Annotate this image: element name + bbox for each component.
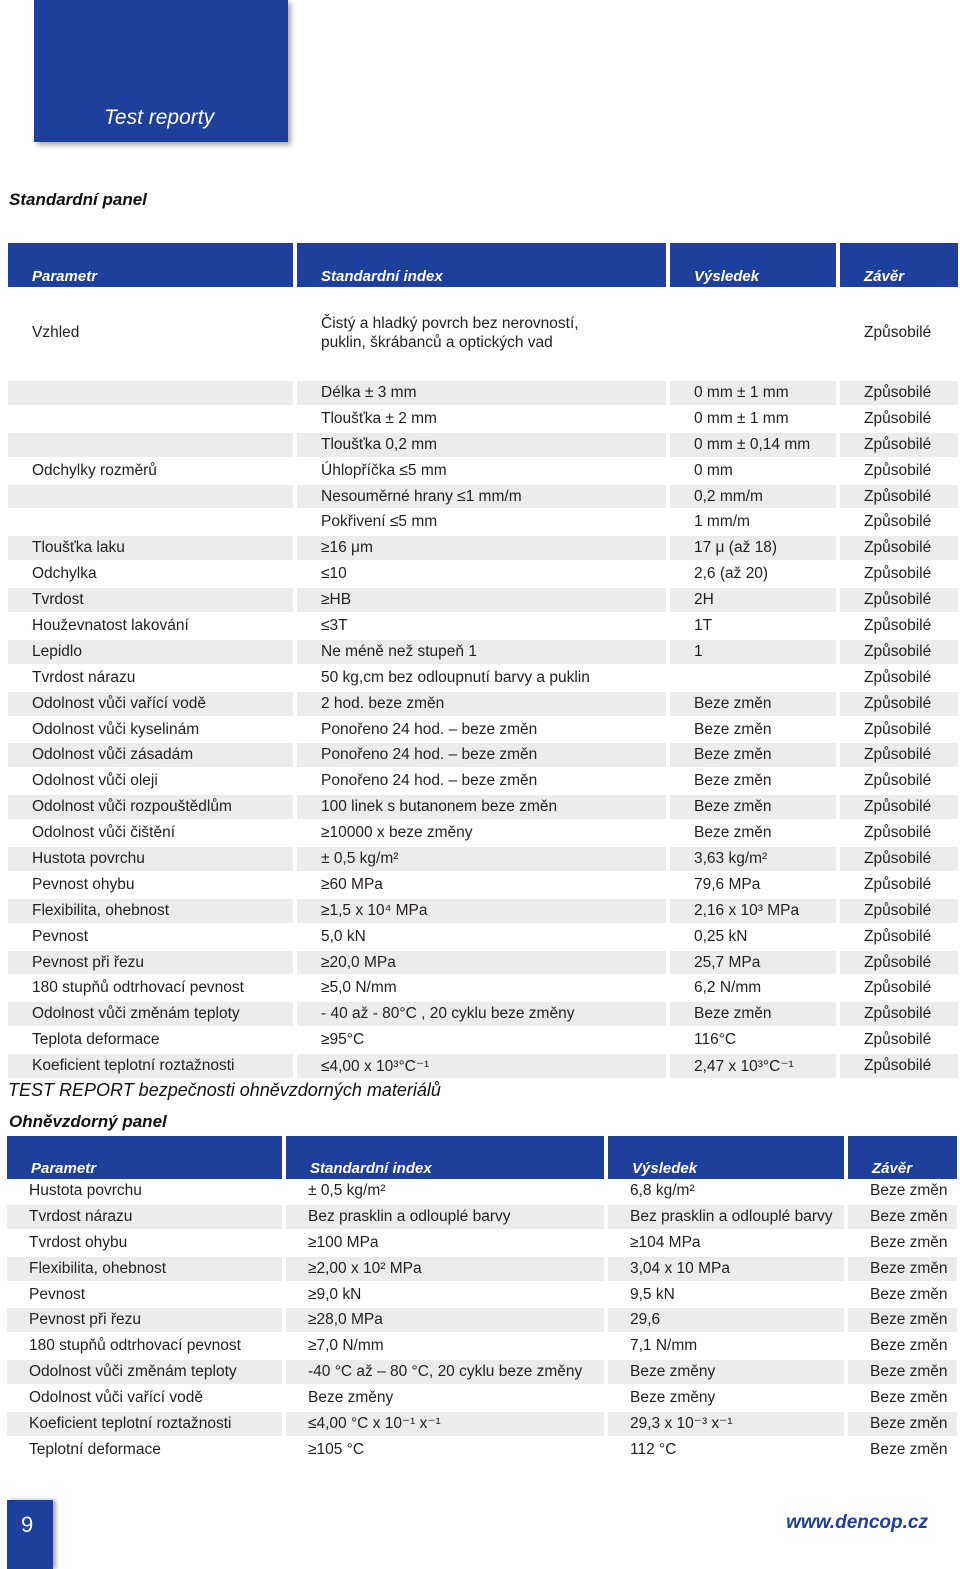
table-cell: 2H: [668, 587, 838, 613]
table-cell: Odchylky rozměrů: [8, 458, 295, 484]
table-row: [8, 794, 958, 820]
table-row: [8, 484, 958, 510]
column-header: Výsledek: [606, 1136, 846, 1179]
table-cell: Beze změn: [846, 1359, 957, 1385]
table-cell: 17 μ (až 18): [668, 535, 838, 561]
column-header: Parametr: [8, 243, 295, 287]
table-cell: Způsobilé: [838, 587, 958, 613]
fireproof-panel-table: [7, 1136, 957, 1464]
table-cell: Vzhled: [8, 287, 295, 380]
table-cell: Způsobilé: [838, 846, 958, 872]
table-cell: ≥7,0 N/mm: [284, 1333, 606, 1359]
table-cell: 112 °C: [606, 1437, 846, 1463]
page-number-box: [7, 1500, 53, 1569]
table-cell: ± 0,5 kg/m²: [295, 846, 668, 872]
fireproof-report-heading: TEST REPORT bezpečnosti ohněvzdorných materiálů: [8, 1080, 441, 1100]
table-cell: 7,1 N/mm: [606, 1333, 846, 1359]
table-cell: Způsobilé: [838, 509, 958, 535]
table-cell: 2,6 (až 20): [668, 561, 838, 587]
table-cell: 6,8 kg/m²: [606, 1179, 846, 1204]
table-cell: Odolnost vůči oleji: [8, 768, 295, 794]
table-cell: 6,2 N/mm: [668, 975, 838, 1001]
table-cell: Odolnost vůči vařící vodě: [7, 1385, 284, 1411]
table-cell: Pokřivení ≤5 mm: [295, 509, 668, 535]
table-row: [8, 406, 958, 432]
table-cell: Způsobilé: [838, 820, 958, 846]
table-row: [8, 691, 958, 717]
website-link[interactable]: www.dencop.cz: [786, 1512, 928, 1533]
table-row: [7, 1282, 957, 1308]
table-cell: ≥20,0 MPa: [295, 950, 668, 976]
table-cell: Způsobilé: [838, 432, 958, 458]
table-cell: Beze změny: [606, 1385, 846, 1411]
table-cell: ≥10000 x beze změny: [295, 820, 668, 846]
column-header: Závěr: [838, 243, 958, 287]
table-cell: Způsobilé: [838, 975, 958, 1001]
table-cell: Čistý a hladký povrch bez nerovností, puklin, škrábanců a optických vad: [295, 287, 668, 380]
table-cell: 3,63 kg/m²: [668, 846, 838, 872]
table-row: [8, 535, 958, 561]
table-cell: Teplotní deformace: [7, 1437, 284, 1463]
table-row: [7, 1385, 957, 1411]
table-cell: [8, 484, 295, 510]
table-cell: Odchylka: [8, 561, 295, 587]
table-row: [7, 1359, 957, 1385]
table-cell: ≥28,0 MPa: [284, 1307, 606, 1333]
table-row: [8, 950, 958, 976]
table-cell: 0,25 kN: [668, 924, 838, 950]
table-cell: Beze změn: [668, 768, 838, 794]
column-header: Standardní index: [295, 243, 668, 287]
table-row: [8, 665, 958, 691]
table-cell: Úhlopříčka ≤5 mm: [295, 458, 668, 484]
table-header-row: [7, 1136, 957, 1179]
column-header: Závěr: [846, 1136, 957, 1179]
table-row: [8, 432, 958, 458]
table-row: [7, 1437, 957, 1463]
table-cell: Pevnost při řezu: [7, 1307, 284, 1333]
table-cell: 180 stupňů odtrhovací pevnost: [8, 975, 295, 1001]
table-cell: 2 hod. beze změn: [295, 691, 668, 717]
table-cell: [8, 509, 295, 535]
table-cell: Beze změn: [846, 1385, 957, 1411]
table-row: [8, 1053, 958, 1079]
table-cell: Beze změn: [668, 717, 838, 743]
header-label: Test reporty: [104, 106, 215, 129]
table-cell: Ponořeno 24 hod. – beze změn: [295, 768, 668, 794]
table-cell: ≥95°C: [295, 1027, 668, 1053]
table-cell: Beze změn: [668, 691, 838, 717]
table-cell: Způsobilé: [838, 768, 958, 794]
table-cell: Beze změn: [846, 1230, 957, 1256]
table-cell: 1 mm/m: [668, 509, 838, 535]
table-cell: Beze změn: [668, 820, 838, 846]
table-cell: 79,6 MPa: [668, 872, 838, 898]
table-cell: 9,5 kN: [606, 1282, 846, 1308]
table-cell: ≥2,00 x 10² MPa: [284, 1256, 606, 1282]
table-cell: ≥16 μm: [295, 535, 668, 561]
table-cell: Beze změn: [846, 1282, 957, 1308]
standard-panel-table: [8, 243, 958, 1080]
table-cell: ≥105 °C: [284, 1437, 606, 1463]
table-row: [8, 561, 958, 587]
table-cell: Způsobilé: [838, 872, 958, 898]
table-cell: 0 mm ± 0,14 mm: [668, 432, 838, 458]
table-row: [7, 1179, 957, 1204]
section-title-fireproof: Ohněvzdorný panel: [9, 1112, 167, 1131]
table-cell: Tloušťka laku: [8, 535, 295, 561]
table-row: [8, 742, 958, 768]
column-header: Výsledek: [668, 243, 838, 287]
table-row: [8, 820, 958, 846]
table-cell: Beze změn: [846, 1307, 957, 1333]
table-cell: 0 mm ± 1 mm: [668, 406, 838, 432]
table-cell: Způsobilé: [838, 665, 958, 691]
table-row: [7, 1256, 957, 1282]
table-cell: Beze změn: [668, 794, 838, 820]
table-cell: 0 mm ± 1 mm: [668, 380, 838, 406]
table-cell: Způsobilé: [838, 458, 958, 484]
table-cell: Způsobilé: [838, 691, 958, 717]
table-cell: 5,0 kN: [295, 924, 668, 950]
table-cell: 2,16 x 10³ MPa: [668, 898, 838, 924]
table-row: [8, 613, 958, 639]
table-cell: Odolnost vůči kyselinám: [8, 717, 295, 743]
table-cell: Pevnost ohybu: [8, 872, 295, 898]
table-cell: Způsobilé: [838, 1001, 958, 1027]
table-cell: Hustota povrchu: [7, 1179, 284, 1204]
table-row: [8, 587, 958, 613]
table-cell: Odolnost vůči změnám teploty: [8, 1001, 295, 1027]
table-row: [7, 1333, 957, 1359]
table-row: [8, 287, 958, 380]
table-row: [7, 1204, 957, 1230]
table-cell: 3,04 x 10 MPa: [606, 1256, 846, 1282]
table-cell: 50 kg,cm bez odloupnutí barvy a puklin: [295, 665, 668, 691]
table-cell: Tvrdost nárazu: [8, 665, 295, 691]
table-cell: Způsobilé: [838, 535, 958, 561]
table-cell: Beze změn: [846, 1256, 957, 1282]
table-cell: Tvrdost nárazu: [7, 1204, 284, 1230]
table-cell: Flexibilita, ohebnost: [7, 1256, 284, 1282]
table-cell: Způsobilé: [838, 950, 958, 976]
table-cell: Způsobilé: [838, 742, 958, 768]
table-row: [8, 872, 958, 898]
table-cell: Lepidlo: [8, 639, 295, 665]
table-cell: Odolnost vůči rozpouštědlům: [8, 794, 295, 820]
table-row: [8, 380, 958, 406]
table-cell: Způsobilé: [838, 898, 958, 924]
table-row: [8, 1001, 958, 1027]
table-cell: Ne méně než stupeň 1: [295, 639, 668, 665]
table-cell: Pevnost: [7, 1282, 284, 1308]
table-cell: 116°C: [668, 1027, 838, 1053]
table-row: [8, 898, 958, 924]
table-cell: 100 linek s butanonem beze změn: [295, 794, 668, 820]
table-cell: 1: [668, 639, 838, 665]
table-cell: -40 °C až – 80 °C, 20 cyklu beze změny: [284, 1359, 606, 1385]
table-cell: Beze změn: [846, 1437, 957, 1463]
table-cell: Odolnost vůči vařící vodě: [8, 691, 295, 717]
table-cell: Způsobilé: [838, 1053, 958, 1079]
table-cell: ≤10: [295, 561, 668, 587]
table-cell: Nesouměrné hrany ≤1 mm/m: [295, 484, 668, 510]
table-header-row: [8, 243, 958, 287]
table-cell: Teplota deformace: [8, 1027, 295, 1053]
table-cell: ≤4,00 x 10³°C⁻¹: [295, 1053, 668, 1079]
table-cell: Způsobilé: [838, 639, 958, 665]
table-row: [8, 717, 958, 743]
table-cell: Způsobilé: [838, 613, 958, 639]
table-cell: ≥1,5 x 10⁴ MPa: [295, 898, 668, 924]
table-cell: ≤4,00 °C x 10⁻¹ x⁻¹: [284, 1411, 606, 1437]
table-cell: Tvrdost: [8, 587, 295, 613]
table-cell: Odolnost vůči změnám teploty: [7, 1359, 284, 1385]
table-cell: Odolnost vůči čištění: [8, 820, 295, 846]
table-cell: Způsobilé: [838, 924, 958, 950]
table-cell: Délka ± 3 mm: [295, 380, 668, 406]
table-cell: Způsobilé: [838, 406, 958, 432]
table-cell: Beze změn: [846, 1333, 957, 1359]
table-cell: Tloušťka 0,2 mm: [295, 432, 668, 458]
table-row: [8, 509, 958, 535]
table-cell: Beze změny: [606, 1359, 846, 1385]
section-title-standard: Standardní panel: [9, 190, 147, 209]
table-cell: Beze změn: [846, 1204, 957, 1230]
table-cell: Pevnost při řezu: [8, 950, 295, 976]
table-cell: ≥HB: [295, 587, 668, 613]
table-cell: Tloušťka ± 2 mm: [295, 406, 668, 432]
table-cell: ≥9,0 kN: [284, 1282, 606, 1308]
table-cell: Odolnost vůči zásadám: [8, 742, 295, 768]
table-row: [8, 975, 958, 1001]
table-row: [8, 1027, 958, 1053]
table-cell: Způsobilé: [838, 794, 958, 820]
table-cell: Způsobilé: [838, 380, 958, 406]
table-cell: Beze změny: [284, 1385, 606, 1411]
table-cell: Ponořeno 24 hod. – beze změn: [295, 742, 668, 768]
table-cell: [8, 432, 295, 458]
table-cell: [8, 380, 295, 406]
table-row: [8, 458, 958, 484]
table-cell: Tvrdost ohybu: [7, 1230, 284, 1256]
table-row: [8, 639, 958, 665]
table-cell: Způsobilé: [838, 717, 958, 743]
table-cell: ≥5,0 N/mm: [295, 975, 668, 1001]
table-cell: Způsobilé: [838, 484, 958, 510]
page-number: 9: [21, 1512, 34, 1537]
table-row: [7, 1411, 957, 1437]
table-cell: 29,6: [606, 1307, 846, 1333]
table-row: [7, 1307, 957, 1333]
table-cell: - 40 až - 80°C , 20 cyklu beze změny: [295, 1001, 668, 1027]
table-cell: Způsobilé: [838, 561, 958, 587]
table-row: [8, 846, 958, 872]
table-cell: Hustota povrchu: [8, 846, 295, 872]
table-cell: 25,7 MPa: [668, 950, 838, 976]
table-cell: [668, 665, 838, 691]
table-cell: Bez prasklin a odlouplé barvy: [606, 1204, 846, 1230]
table-cell: Bez prasklin a odlouplé barvy: [284, 1204, 606, 1230]
table-cell: ≥100 MPa: [284, 1230, 606, 1256]
table-cell: Beze změn: [846, 1179, 957, 1204]
table-cell: [8, 406, 295, 432]
table-cell: 0,2 mm/m: [668, 484, 838, 510]
table-cell: Houževnatost lakování: [8, 613, 295, 639]
table-cell: Způsobilé: [838, 287, 958, 380]
table-cell: Beze změn: [846, 1411, 957, 1437]
table-cell: 29,3 x 10⁻³ x⁻¹: [606, 1411, 846, 1437]
table-cell: 180 stupňů odtrhovací pevnost: [7, 1333, 284, 1359]
table-cell: ≥60 MPa: [295, 872, 668, 898]
table-cell: 2,47 x 10³°C⁻¹: [668, 1053, 838, 1079]
table-cell: Pevnost: [8, 924, 295, 950]
table-cell: Flexibilita, ohebnost: [8, 898, 295, 924]
column-header: Standardní index: [284, 1136, 606, 1179]
table-cell: Způsobilé: [838, 1027, 958, 1053]
table-cell: Ponořeno 24 hod. – beze změn: [295, 717, 668, 743]
table-cell: ± 0,5 kg/m²: [284, 1179, 606, 1204]
table-cell: 0 mm: [668, 458, 838, 484]
table-cell: ≤3T: [295, 613, 668, 639]
table-cell: Koeficient teplotní roztažnosti: [7, 1411, 284, 1437]
table-cell: 1T: [668, 613, 838, 639]
table-cell: Koeficient teplotní roztažnosti: [8, 1053, 295, 1079]
table-cell: [668, 287, 838, 380]
column-header: Parametr: [7, 1136, 284, 1179]
table-cell: Beze změn: [668, 742, 838, 768]
table-row: [7, 1230, 957, 1256]
header-banner: [34, 0, 288, 142]
table-row: [8, 768, 958, 794]
table-cell: Beze změn: [668, 1001, 838, 1027]
table-row: [8, 924, 958, 950]
table-cell: ≥104 MPa: [606, 1230, 846, 1256]
